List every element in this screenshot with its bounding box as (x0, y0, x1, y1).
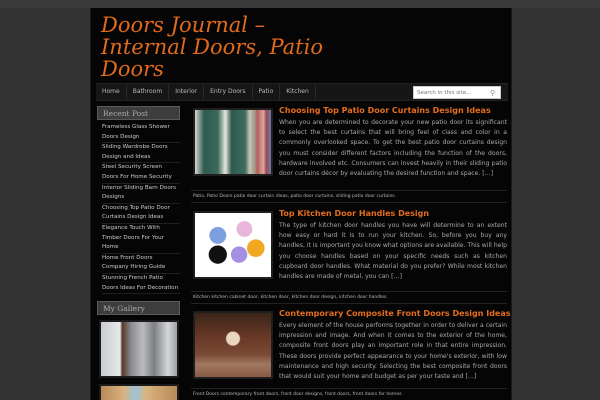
post-excerpt: When you are determined to decorate your new patio door its significant to select the best curtains that will bring feel of class and color in a commonly overlooked space. To get the best patio door curtains design you must consider different factors including the function of the doors, hardware involved etc. Consumers can invest heavily in their sliding patio door curtains décor by evaluating the desired function and space. […] (279, 119, 507, 178)
recent-post-link[interactable]: Elegance Touch With Timber Doors For Your Home (102, 224, 180, 254)
recent-post-heading: Recent Post (97, 106, 180, 120)
top-bar (0, 0, 600, 8)
post-excerpt: Every element of the house performs together in order to deliver a certain impression and image. And when it comes to the exterior of the home, composite front doors play an important role in that entire impression. These doors provide perfect appearance to your home's exterior, with low maintenance and high security. Selecting the best composite front doors that would suit your home and budget as per your taste and […] (279, 322, 507, 381)
nav-entry-doors[interactable]: Entry Doors (204, 84, 252, 100)
nav-patio[interactable]: Patio (253, 84, 281, 100)
recent-post-link[interactable]: Steel Security Screen Doors For Home Security (102, 163, 180, 183)
search-input[interactable] (414, 90, 490, 96)
gallery-heading: My Gallery (97, 301, 180, 315)
post-tags[interactable]: Kitchen kitchen cabinet door, kitchen door, kitchen door design, kitchen door handles. (191, 291, 507, 304)
recent-post-link[interactable]: Choosing Top Patio Door Curtains Design Ideas (102, 204, 180, 224)
recent-post-link[interactable]: Interior Sliding Barn Doors Designs (102, 184, 180, 204)
recent-post-link[interactable]: Frameless Glass Shower Doors Design (102, 123, 180, 143)
sidebar (97, 106, 180, 400)
post-title[interactable]: Top Kitchen Door Handles Design (279, 209, 430, 218)
recent-post-link[interactable]: Sliding Wardrobe Doors Design and Ideas (102, 143, 180, 163)
recent-post-link[interactable]: Home Front Doors Company Hiring Guide (102, 254, 180, 274)
post-thumbnail-front-door[interactable] (193, 311, 273, 379)
post-title[interactable]: Choosing Top Patio Door Curtains Design Ideas (279, 106, 491, 115)
post-tags[interactable]: Patio, Patio Doors patio door curtain ideas, patio door curtains, sliding patio door curtains. (191, 190, 507, 203)
search-icon[interactable]: ⚲ (490, 88, 496, 97)
post-excerpt: The type of kitchen door handles you have will determine to an extent how easy or hard it is to run your kitchen. So, before you buy any handles, it is important you know what options are available. This will help you choose handles based on your specific needs such as kitchen cupboard door handles. What material do you prefer? While most kitchen handles are made of metal, you can […] (279, 222, 507, 281)
nav-kitchen[interactable]: Kitchen (280, 84, 316, 100)
gallery-image-door[interactable] (99, 384, 179, 400)
post-thumbnail-handles[interactable] (193, 211, 273, 279)
search-box (413, 86, 501, 99)
nav-bathroom[interactable]: Bathroom (127, 84, 169, 100)
post-tags[interactable]: Front Doors contemporary front doors, front door designs, front doors, front doors for homes. (191, 388, 507, 400)
post-title[interactable]: Contemporary Composite Front Doors Design Ideas (279, 309, 511, 318)
recent-post-list (97, 120, 180, 297)
recent-post-link[interactable]: Stunning French Patio Doors Ideas For Decoration (102, 274, 180, 294)
nav-interior[interactable]: Interior (169, 84, 204, 100)
nav-home[interactable]: Home (96, 84, 127, 100)
post-thumbnail-curtains[interactable] (193, 108, 273, 176)
main-nav (96, 83, 508, 101)
gallery-image-wardrobe[interactable] (99, 320, 179, 378)
page-container (90, 8, 512, 400)
site-title[interactable]: Doors Journal – Internal Doors, Patio Doors (101, 13, 323, 81)
